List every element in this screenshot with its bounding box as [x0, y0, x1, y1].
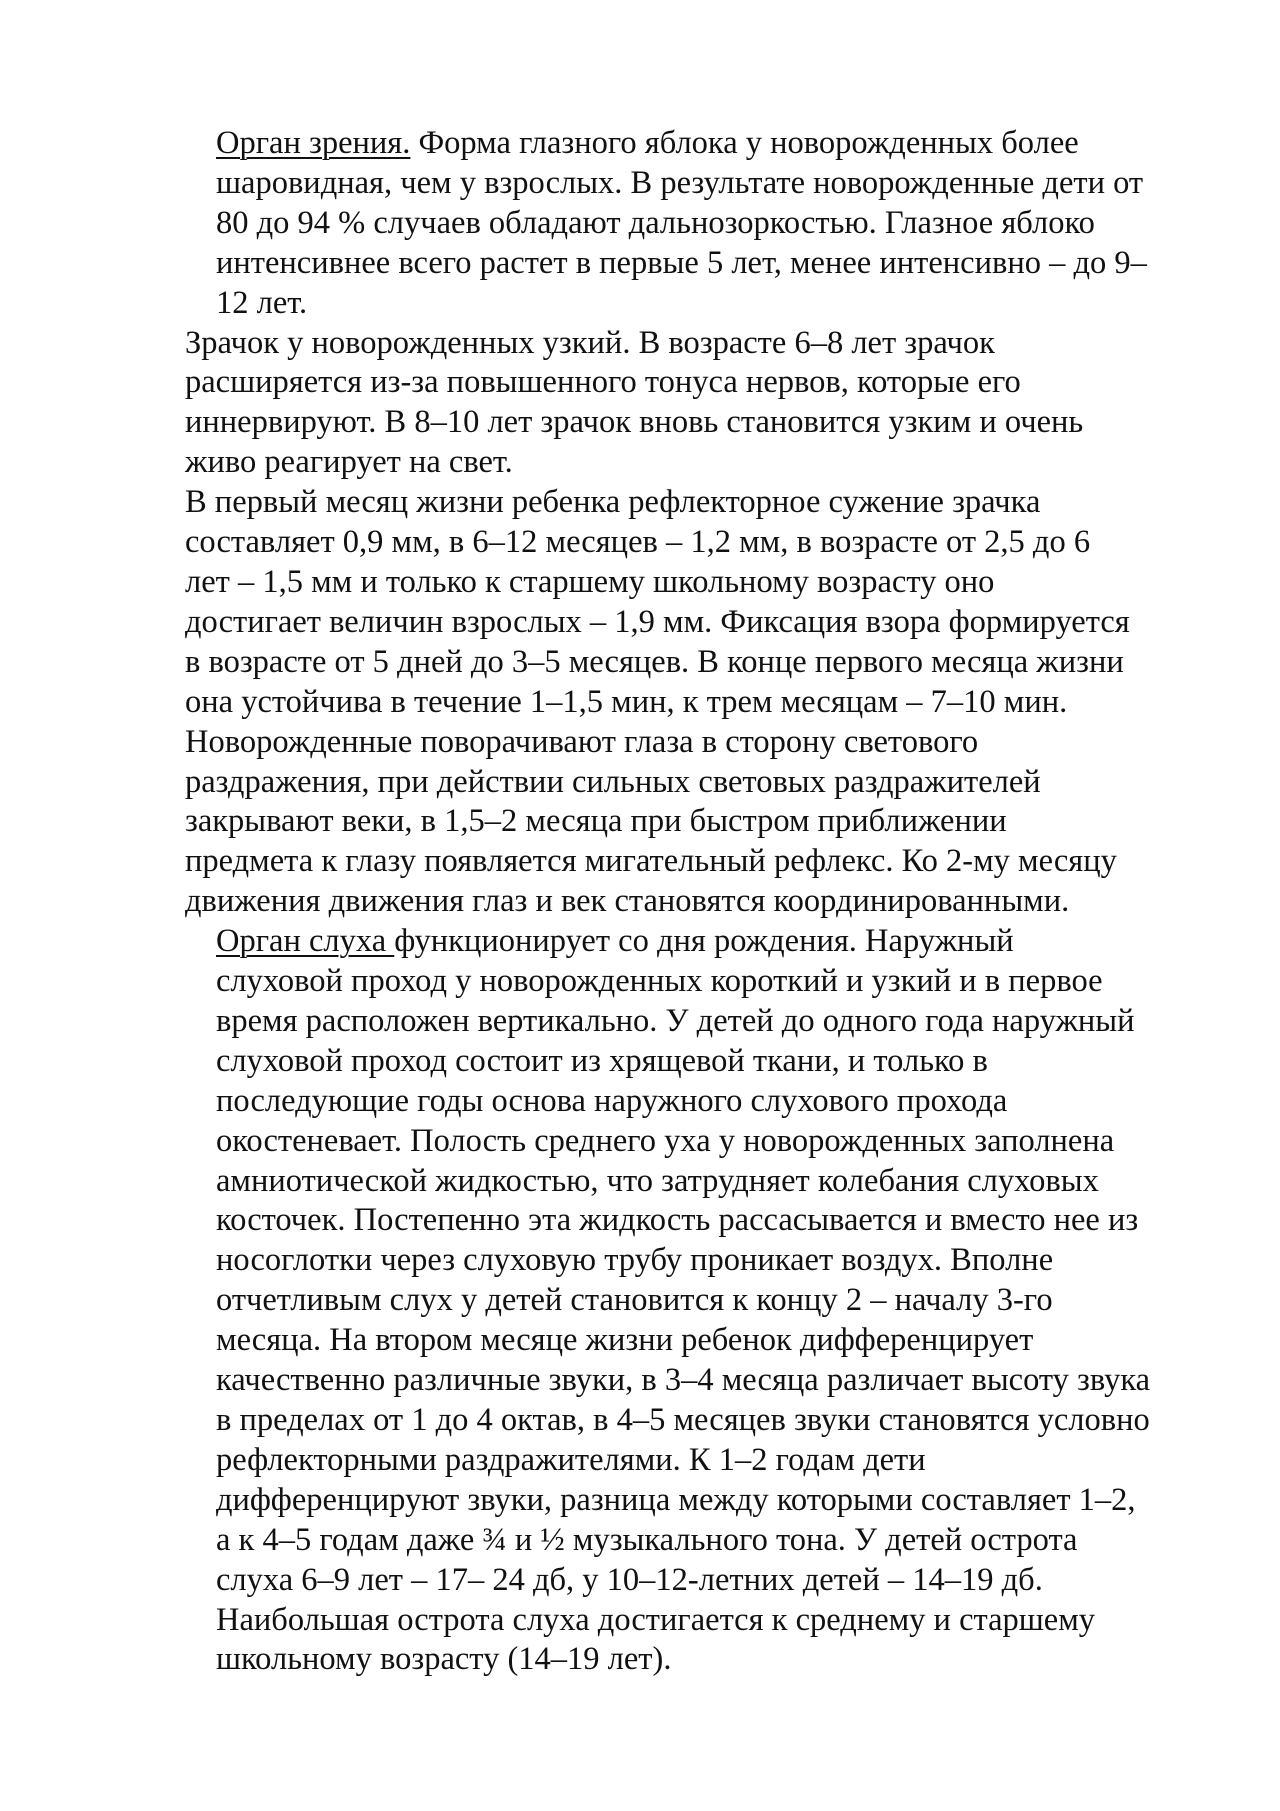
text-line: Орган зрения. Форма глазного яблока у новорожденных более [216, 125, 1079, 161]
text-line: окостеневает. Полость среднего уха у новорожденных заполнена [216, 1122, 1115, 1159]
text-line: слуховой проход у новорожденных короткий и узкий и в первое [216, 963, 1103, 1000]
text-line: она устойчива в течение 1–1,5 мин, к трем месяцам – 7–10 мин. [185, 683, 1068, 720]
text-line: составляет 0,9 мм, в 6–12 месяцев – 1,2 мм, в возрасте от 2,5 до 6 [185, 524, 1091, 561]
text-line: рефлекторными раздражителями. К 1–2 годам дети [216, 1441, 926, 1478]
text-line: достигает величин взрослых – 1,9 мм. Фиксация взора формируется [185, 603, 1130, 640]
text-line: носоглотки через слуховую трубу проникает воздух. Вполне [216, 1242, 1054, 1279]
text-line: шаровидная, чем у взрослых. В результате новорожденные дети от [216, 164, 1144, 201]
document-body [185, 124, 1225, 1680]
paragraph-pupil [185, 324, 1225, 484]
text-line: качественно различные звуки, в 3–4 месяца различает высоту звука [216, 1362, 1151, 1399]
text-line: дифференцируют звуки, разница между которыми составляет 1–2, [216, 1481, 1136, 1518]
text-line: Новорожденные поворачивают глаза в сторону светового [185, 723, 979, 760]
text-line: предмета к глазу появляется мигательный рефлекс. Ко 2-му месяцу [185, 843, 1117, 880]
term-vision-heading: Орган зрения. [216, 125, 411, 161]
text-line: иннервируют. В 8–10 лет зрачок вновь становится узким и очень [185, 404, 1084, 441]
text-line: движения движения глаз и век становятся координированными. [185, 883, 1070, 920]
text-line: 12 лет. [216, 284, 308, 321]
text-line: в пределах от 1 до 4 октав, в 4–5 месяцев звуки становятся условно [216, 1402, 1150, 1438]
text-line: В первый месяц жизни ребенка рефлекторное сужение зрачка [185, 484, 1041, 521]
text-line: косточек. Постепенно эта жидкость рассасывается и вместо нее из [216, 1202, 1139, 1239]
text-line: месяца. На втором месяце жизни ребенок дифференцирует [216, 1322, 1034, 1359]
text-line: Орган слуха функционирует со дня рождения. Наружный [216, 923, 1014, 960]
text-line: слуха 6–9 лет – 17– 24 дб, у 10–12-летних детей – 14–19 дб. [216, 1561, 1043, 1598]
text-line: в возрасте от 5 дней до 3–5 месяцев. В конце первого месяца жизни [185, 643, 1124, 680]
text-line: закрывают веки, в 1,5–2 месяца при быстром приближении [185, 803, 1007, 840]
text-line: отчетливым слух у детей становится к концу 2 – началу 3-го [216, 1282, 1053, 1319]
paragraph-pupil-reflex [185, 483, 1225, 922]
text-line: раздражения, при действии сильных световых раздражителей [185, 763, 1041, 800]
text-line: последующие годы основа наружного слухового прохода [216, 1082, 1008, 1119]
text-line: расширяется из-за повышенного тонуса нервов, которые его [185, 364, 1021, 401]
paragraph-hearing [185, 922, 1225, 1680]
text-line: 80 до 94 % случаев обладают дальнозоркостью. Глазное яблоко [216, 204, 1095, 241]
text-line: Зрачок у новорожденных узкий. В возрасте 6–8 лет зрачок [185, 324, 995, 361]
text-line: лет – 1,5 мм и только к старшему школьному возрасту оно [185, 563, 995, 600]
paragraph-vision-shape [185, 124, 1225, 324]
text-line: а к 4–5 годам даже ¾ и ½ музыкального тона. У детей острота [216, 1521, 1078, 1558]
term-hearing-heading: Орган слуха [216, 923, 395, 960]
text-line: живо реагирует на свет. [185, 444, 513, 481]
text-line: школьному возрасту (14–19 лет). [216, 1641, 672, 1678]
text-line: слуховой проход состоит из хрящевой ткани, и только в [216, 1042, 988, 1079]
text-line: Наибольшая острота слуха достигается к среднему и старшему [216, 1601, 1096, 1638]
text-line: амниотической жидкостью, что затрудняет колебания слуховых [216, 1162, 1099, 1199]
text-line: интенсивнее всего растет в первые 5 лет, менее интенсивно – до 9– [216, 244, 1147, 281]
text-line: время расположен вертикально. У детей до одного года наружный [216, 1002, 1135, 1039]
